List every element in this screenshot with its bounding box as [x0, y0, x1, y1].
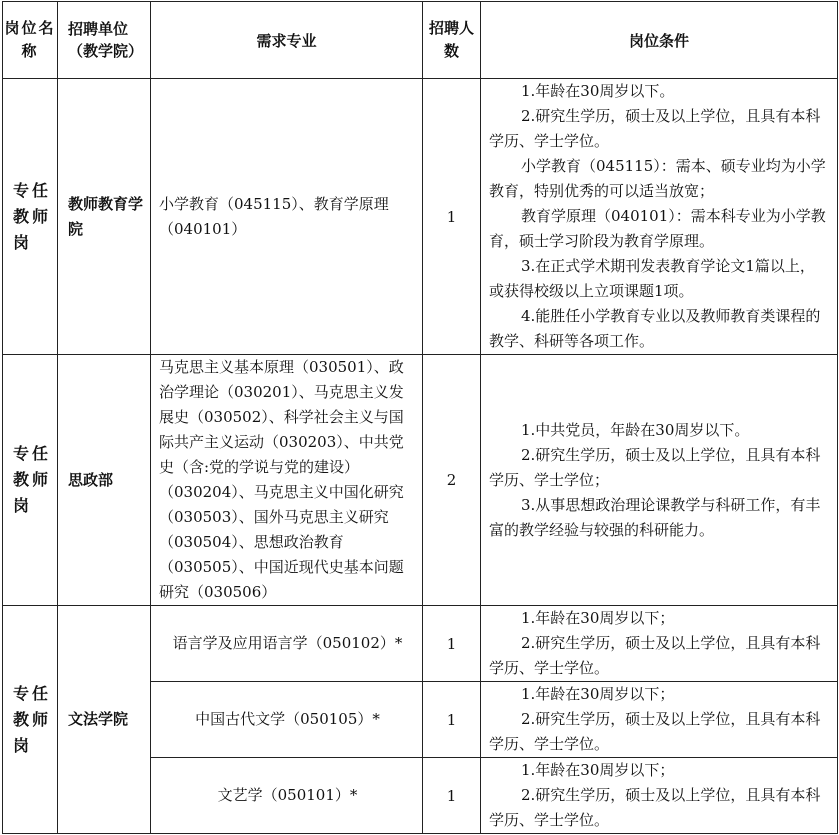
recruitment-table: [2, 1, 838, 834]
header-major: 需求专业: [151, 2, 423, 79]
header-row: [3, 2, 838, 79]
condition-line: 1.年龄在30周岁以下；: [521, 609, 675, 627]
condition-line: 小学教育（045115）：需本、硕专业均为小学教育，特别优秀的可以适当放宽；: [489, 157, 826, 200]
table-row: [3, 606, 838, 682]
unit-cell: 教师教育学院: [58, 79, 151, 355]
condition-line: 1.年龄在30周岁以下；: [521, 685, 675, 703]
conditions-cell: [481, 79, 838, 355]
conditions-cell: [481, 758, 838, 834]
major-cell: 语言学及应用语言学（050102）*: [151, 606, 423, 682]
table-row: [3, 79, 838, 355]
condition-line: 3.在正式学术期刊发表教育学论文1篇以上，或获得校级以上立项课题1项。: [489, 257, 815, 300]
major-cell: 中国古代文学（050105）*: [151, 682, 423, 758]
post-name-cell: 专任教师岗: [3, 79, 58, 355]
unit-cell: 文法学院: [58, 606, 151, 834]
condition-line: 1.年龄在30周岁以下。: [521, 82, 675, 100]
major-cell: 小学教育（045115）、教育学原理（040101）: [151, 79, 423, 355]
condition-line: 2.研究生学历，硕士及以上学位，且具有本科学历、学士学位。: [489, 634, 821, 677]
major-cell: 文艺学（050101）*: [151, 758, 423, 834]
condition-line: 2.研究生学历，硕士及以上学位，且具有本科学历、学士学位；: [489, 445, 821, 489]
header-count: 招聘人数: [423, 2, 481, 79]
conditions-cell: [481, 682, 838, 758]
unit-cell: 思政部: [58, 355, 151, 606]
count-cell: 2: [423, 355, 481, 606]
major-cell: 马克思主义基本原理（030501）、政治学理论（030201）、马克思主义发展史（030502）、科学社会主义与国际共产主义运动（030203）、中共党史（含:党的学说与党的建设）（030204）、马克思主义中国化研究（030503）、国外马克思主义研究（030504）、思想政治教育（030505）、中国近现代史基本问题研究（030506）: [151, 355, 423, 606]
count-cell: 1: [423, 606, 481, 682]
header-conditions: 岗位条件: [481, 2, 838, 79]
condition-line: 2.研究生学历，硕士及以上学位，且具有本科学历、学士学位。: [489, 710, 821, 753]
condition-line: 3.从事思想政治理论课教学与科研工作，有丰富的教学经验与较强的科研能力。: [489, 495, 821, 539]
conditions-cell: [481, 355, 838, 606]
condition-line: 1.中共党员，年龄在30周岁以下。: [521, 420, 750, 439]
condition-line: 教育学原理（040101）：需本科专业为小学教育，硕士学习阶段为教育学原理。: [489, 207, 826, 250]
condition-line: 2.研究生学历，硕士及以上学位，且具有本科学历、学士学位。: [489, 786, 821, 829]
condition-line: 1.年龄在30周岁以下；: [521, 761, 675, 779]
count-cell: 1: [423, 682, 481, 758]
condition-line: 2.研究生学历，硕士及以上学位，且具有本科学历、学士学位。: [489, 107, 821, 150]
post-name-cell: 专任教师岗: [3, 606, 58, 834]
header-post-name: 岗位名称: [3, 2, 58, 79]
conditions-cell: [481, 606, 838, 682]
count-cell: 1: [423, 758, 481, 834]
header-unit: 招聘单位（教学院）: [58, 2, 151, 79]
table-row: [3, 355, 838, 606]
post-name-cell: 专任教师岗: [3, 355, 58, 606]
count-cell: 1: [423, 79, 481, 355]
condition-line: 4.能胜任小学教育专业以及教师教育类课程的教学、科研等各项工作。: [489, 307, 821, 350]
